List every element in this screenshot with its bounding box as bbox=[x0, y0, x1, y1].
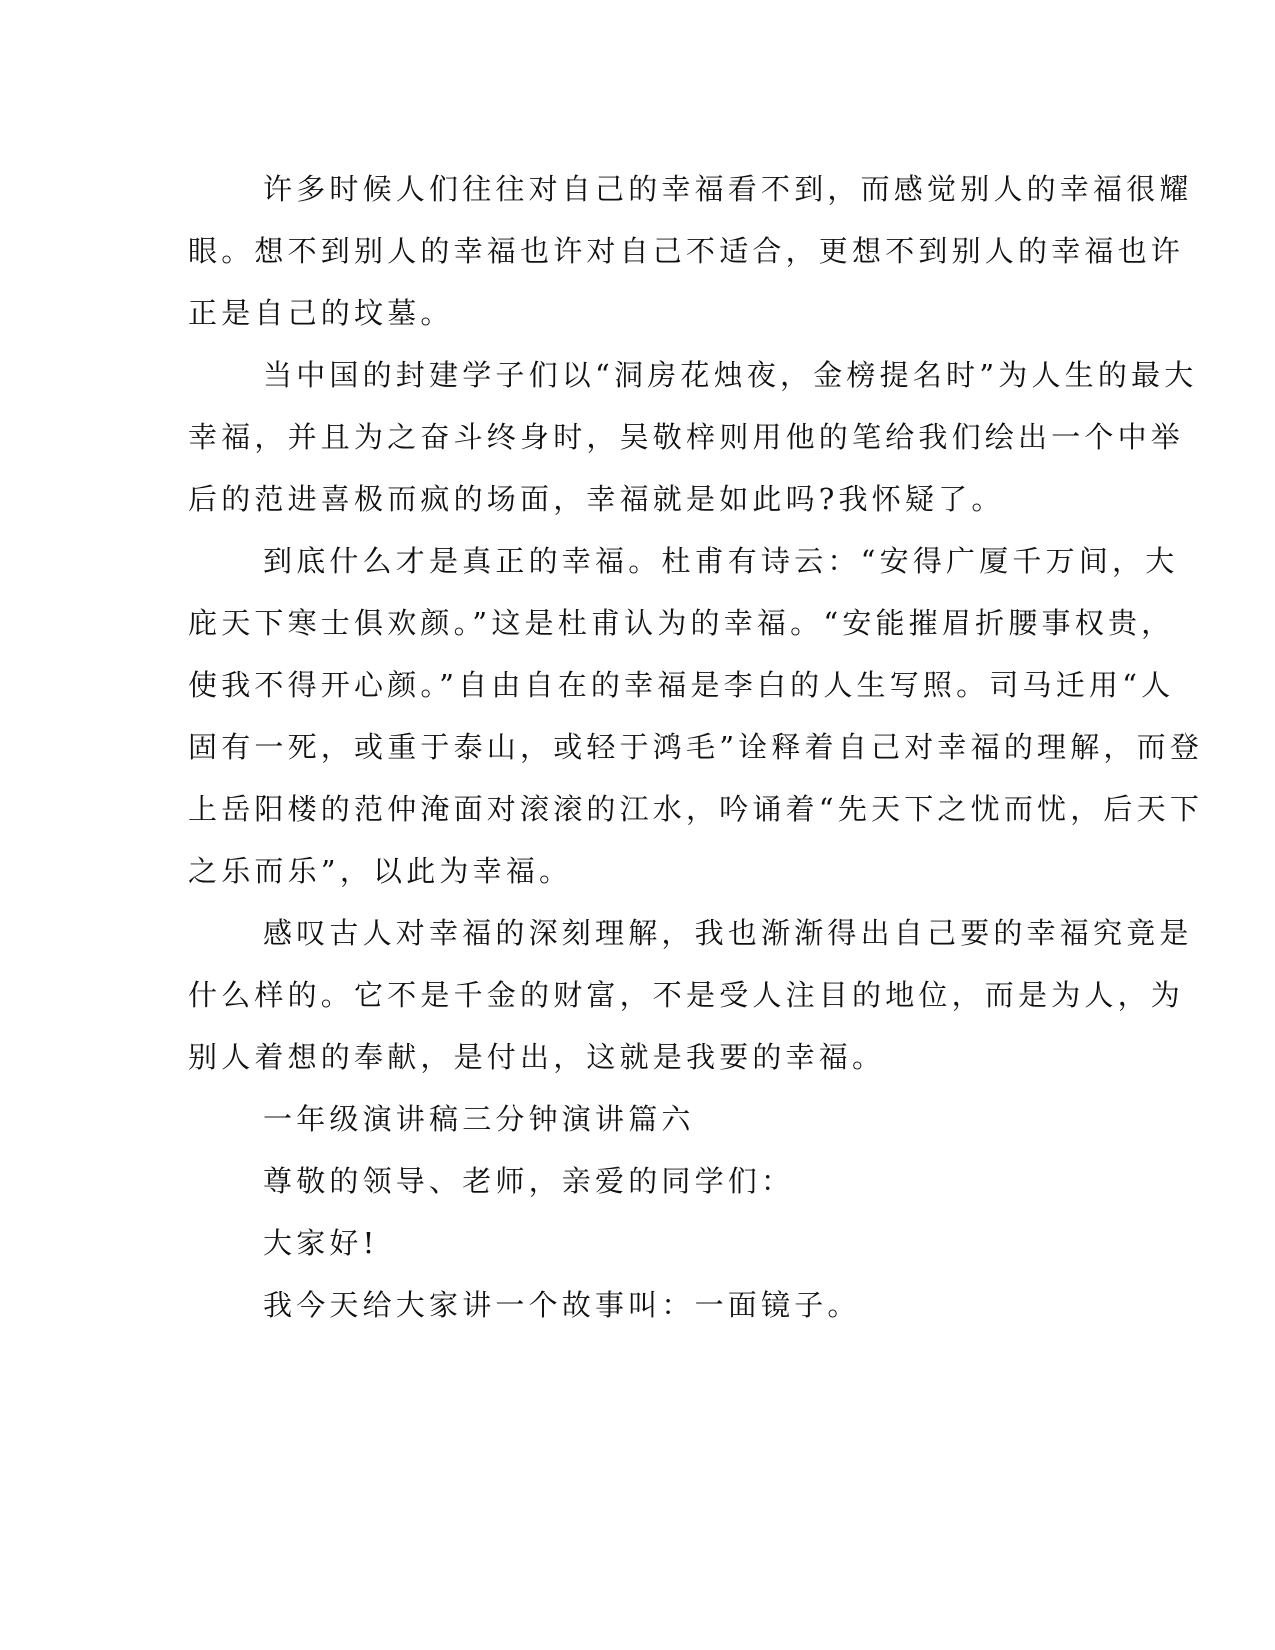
paragraph-line: 许多时候人们往往对自己的幸福看不到，而感觉别人的幸福很耀 bbox=[263, 172, 1193, 206]
paragraph-line: 后的范进喜极而疯的场面，幸福就是如此吗?我怀疑了。 bbox=[188, 482, 1005, 516]
paragraph-line: 正是自己的坟墓。 bbox=[188, 296, 454, 330]
paragraph-line: 上岳阳楼的范仲淹面对滚滚的江水，吟诵着“先天下之忧而忧，后天下 bbox=[188, 792, 1204, 826]
paragraph-line: 幸福，并且为之奋斗终身时，吴敬梓则用他的笔给我们绘出一个中举 bbox=[188, 420, 1185, 454]
paragraph-line: 庇天下寒士俱欢颜。”这是杜甫认为的幸福。“安能摧眉折腰事权贵， bbox=[188, 606, 1175, 640]
paragraph-3 bbox=[188, 530, 1204, 902]
intro-text: 我今天给大家讲一个故事叫：一面镜子。 bbox=[263, 1288, 861, 1322]
paragraph-line: 使我不得开心颜。”自由自在的幸福是李白的人生写照。司马迁用“人 bbox=[188, 668, 1175, 702]
section-heading bbox=[188, 1088, 1088, 1150]
paragraph-1 bbox=[188, 158, 1193, 344]
paragraph-4 bbox=[188, 902, 1193, 1088]
paragraph-line: 什么样的。它不是千金的财富，不是受人注目的地位，而是为人，为 bbox=[188, 978, 1185, 1012]
paragraph-line: 当中国的封建学子们以“洞房花烛夜，金榜提名时”为人生的最大 bbox=[263, 358, 1198, 392]
salutation-text: 尊敬的领导、老师，亲爱的同学们： bbox=[263, 1164, 795, 1198]
paragraph-2 bbox=[188, 344, 1198, 530]
salutation bbox=[188, 1150, 1088, 1212]
paragraph-line: 到底什么才是真正的幸福。杜甫有诗云：“安得广厦千万间，大 bbox=[263, 544, 1179, 578]
document-body bbox=[188, 158, 1204, 1336]
paragraph-line: 之乐而乐”，以此为幸福。 bbox=[188, 854, 573, 888]
paragraph-line: 别人着想的奉献，是付出，这就是我要的幸福。 bbox=[188, 1040, 886, 1074]
paragraph-line: 眼。想不到别人的幸福也许对自己不适合，更想不到别人的幸福也许 bbox=[188, 234, 1185, 268]
greeting-text: 大家好! bbox=[263, 1226, 379, 1260]
paragraph-line: 固有一死，或重于泰山，或轻于鸿毛”诠释着自己对幸福的理解，而登 bbox=[188, 730, 1204, 764]
intro bbox=[188, 1274, 1088, 1336]
greeting bbox=[188, 1212, 1088, 1274]
paragraph-line: 感叹古人对幸福的深刻理解，我也渐渐得出自己要的幸福究竟是 bbox=[263, 916, 1193, 950]
heading-text: 一年级演讲稿三分钟演讲篇六 bbox=[263, 1102, 695, 1136]
